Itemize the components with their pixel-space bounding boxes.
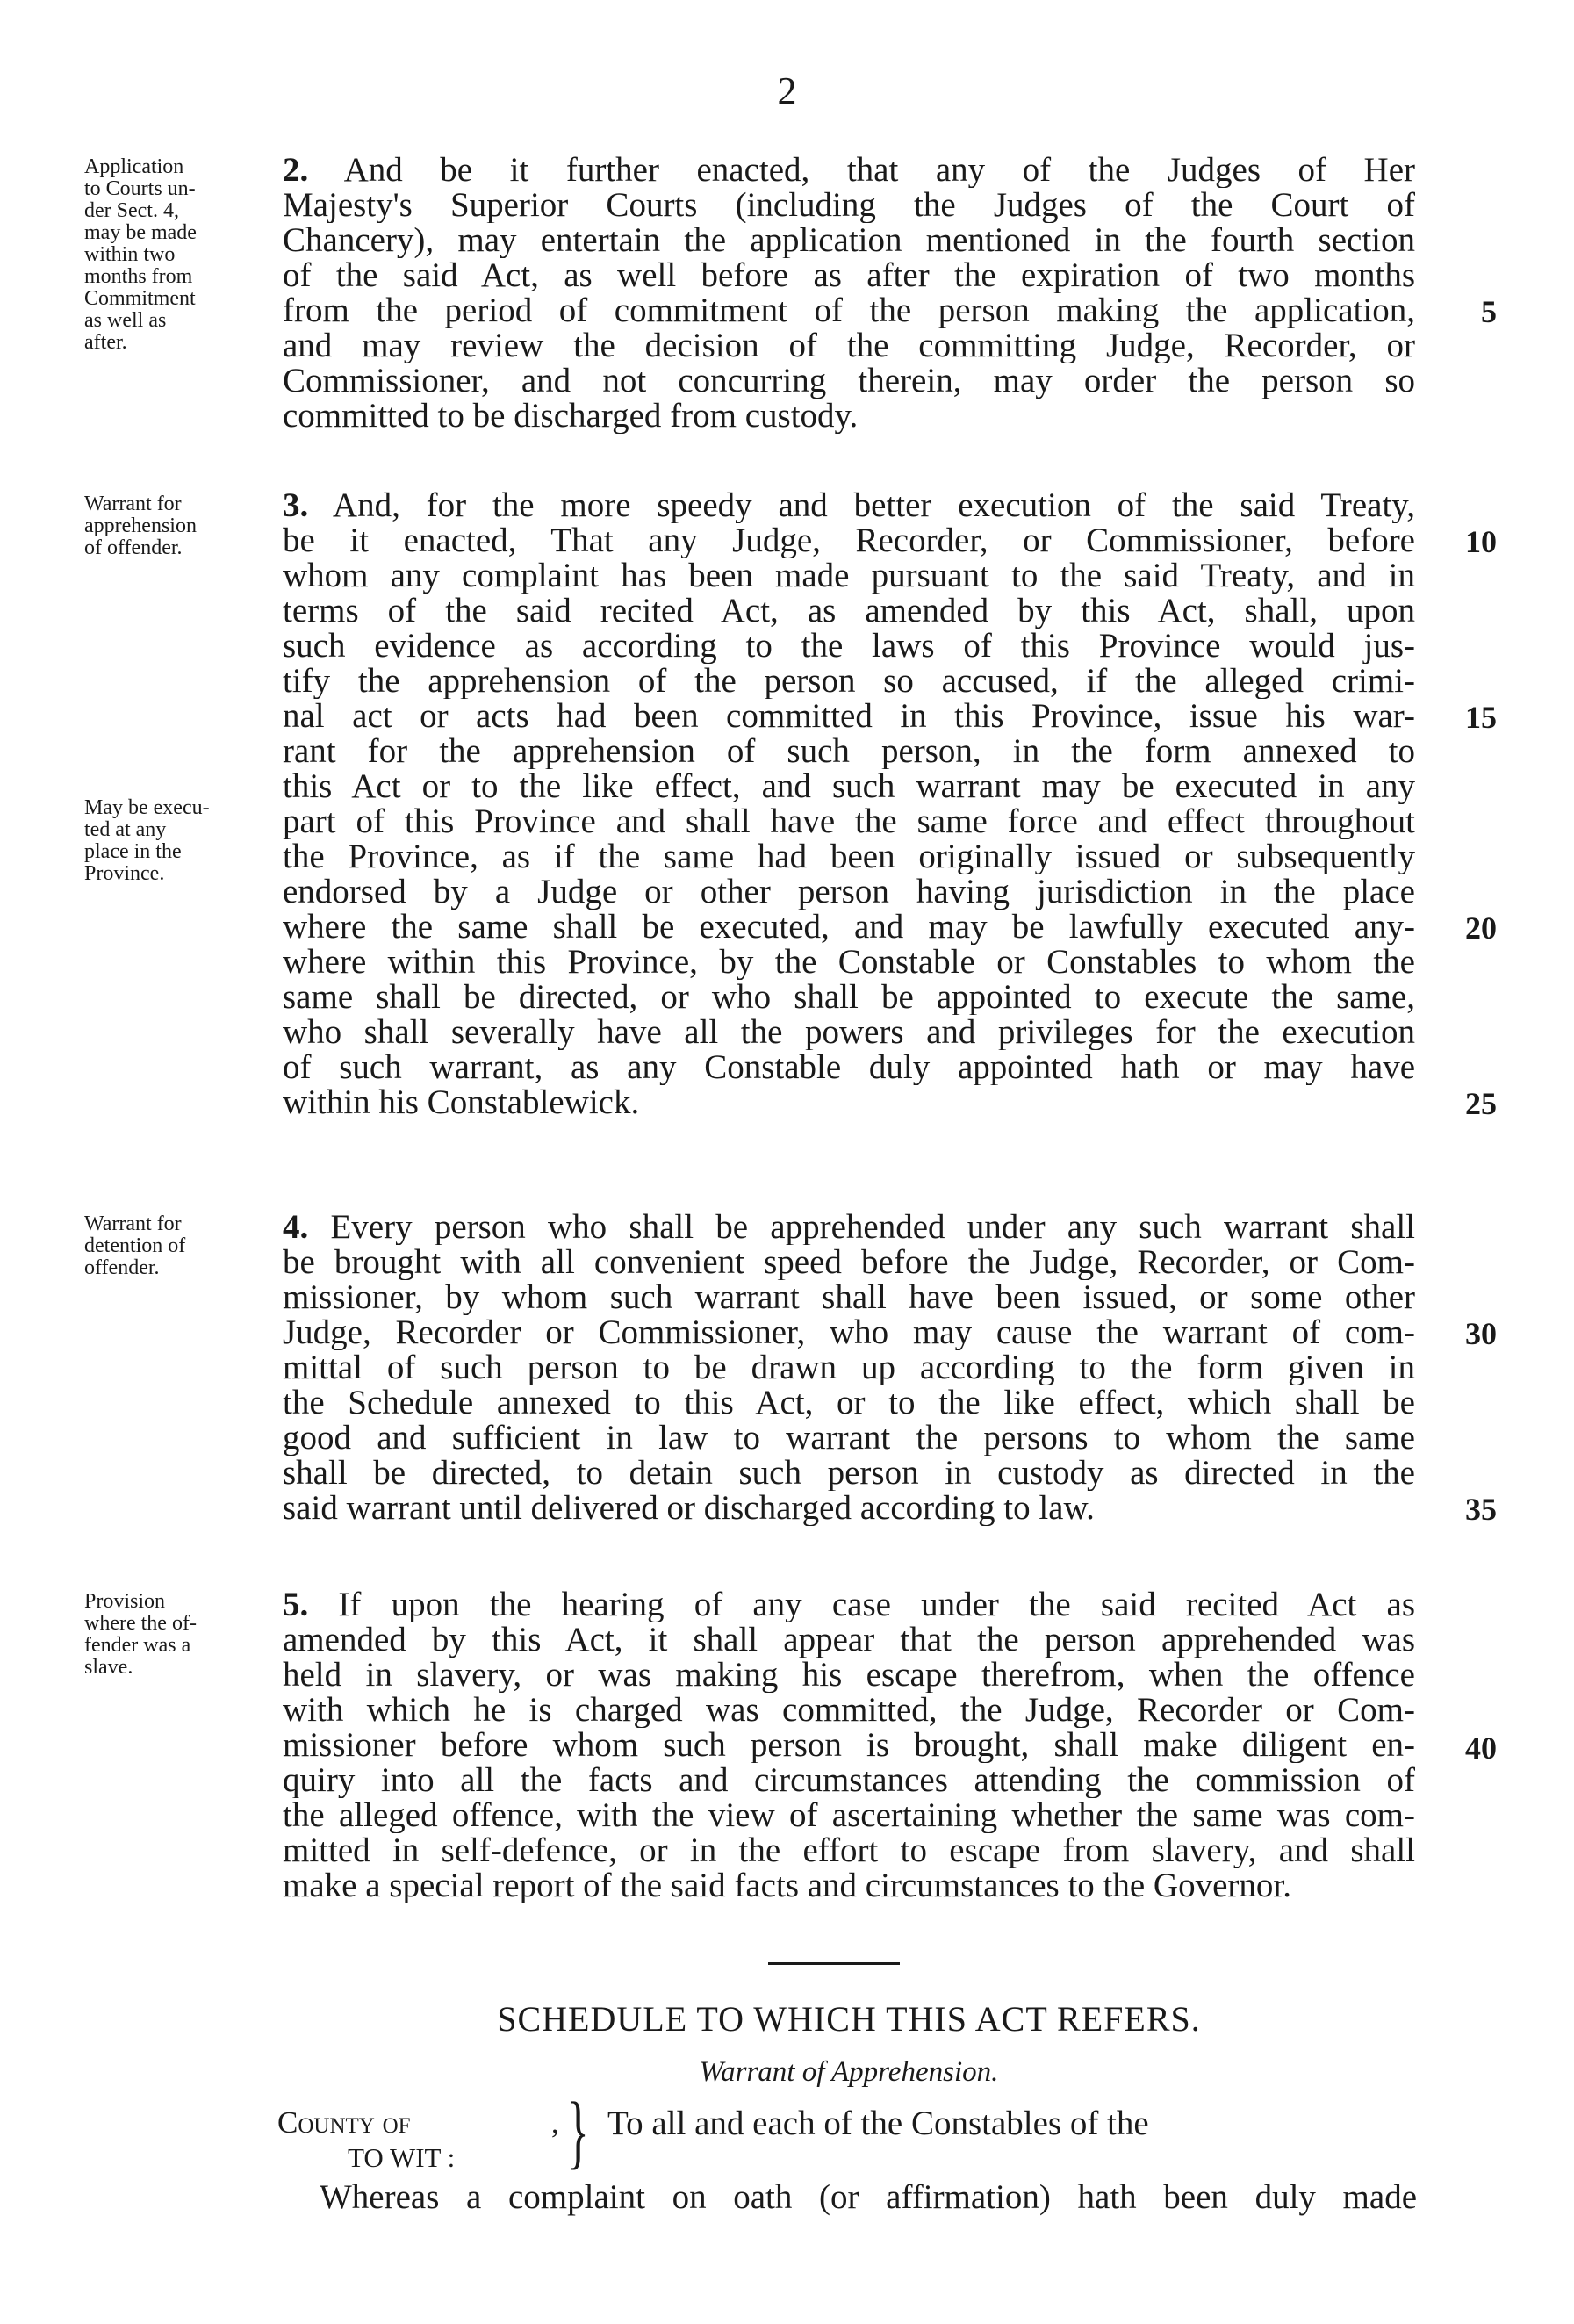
page-number: 2 [777,69,797,112]
margin-note-section-3: Warrant for apprehension of offender. [84,493,197,559]
line-number: 30 [1465,1316,1497,1351]
curly-brace-glyph: } [567,2086,589,2177]
text-line: part of this Province and shall have the same force and effect throughout [283,804,1415,839]
text-line: nal act or acts had been committed in this Province, issue his war- [283,699,1415,734]
text-line: such evidence as according to the laws of this Province would jus- [283,629,1415,664]
text-line: where the same shall be executed, and may be lawfully executed any- [283,910,1415,945]
line-number: 35 [1465,1492,1497,1527]
text-line: the Schedule annexed to this Act, or to the like effect, which shall be [283,1385,1415,1421]
text-line: missioner, by whom such warrant shall have been issued, or some other [283,1280,1415,1315]
text-line: Commissioner, and not concurring therein, may order the person so [283,363,1415,399]
text-line: Chancery), may entertain the application mentioned in the fourth section [283,223,1415,258]
text-line: be brought with all convenient speed before the Judge, Recorder, or Com- [283,1245,1415,1280]
text-line: said warrant until delivered or discharged according to law. [283,1491,1095,1526]
text-line: this Act or to the like effect, and such warrant may be executed in any [283,769,1415,804]
whereas-text-line: Whereas a complaint on oath (or affirmation) hath been duly made [320,2178,1417,2216]
text-line: the Province, as if the same had been originally issued or subsequently [283,839,1415,874]
to-wit-label: TO WIT : [348,2142,456,2173]
line-number: 20 [1465,910,1497,946]
text-line: make a special report of the said facts and circumstances to the Governor. [283,1868,1291,1903]
county-comma: , [551,2105,559,2140]
text-line: tify the apprehension of the person so accused, if the alleged crimi- [283,664,1415,699]
text-line: 3. And, for the more speedy and better execution of the said Treaty, [283,488,1415,523]
text-line: mitted in self-defence, or in the effort to escape from slavery, and shall [283,1833,1415,1868]
text-line: held in slavery, or was making his escape therefrom, when the offence [283,1658,1415,1693]
margin-note-section-5: Provision where the of- fender was a slave. [84,1590,197,1679]
margin-note-section-2: Application to Courts un- der Sect. 4, may be made within two months from Commitment as well as after. [84,155,197,354]
line-number: 15 [1465,700,1497,735]
text-line: of such warrant, as any Constable duly appointed hath or may have [283,1050,1415,1085]
text-line: Judge, Recorder or Commissioner, who may cause the warrant of com- [283,1315,1415,1350]
county-label: County of [277,2105,411,2140]
text-line: same shall be directed, or who shall be appointed to execute the same, [283,980,1415,1015]
text-line: 5. If upon the hearing of any case under the said recited Act as [283,1587,1415,1622]
warrant-heading: Warrant of Apprehension. [699,2056,999,2088]
line-number: 40 [1465,1730,1497,1766]
margin-note-may-be-executed: May be execu- ted at any place in the Province. [84,796,210,885]
text-line: missioner before whom such person is brought, shall make diligent en- [283,1728,1415,1763]
line-number: 10 [1465,524,1497,559]
section-number: 5. [283,1587,309,1622]
section-number: 3. [283,488,309,523]
text-line: be it enacted, That any Judge, Recorder, or Commissioner, before [283,523,1415,558]
section-3-body [283,488,1415,1120]
text-line: endorsed by a Judge or other person having jurisdiction in the place [283,874,1415,910]
section-number: 4. [283,1210,309,1245]
text-line: quiry into all the facts and circumstances attending the commission of [283,1763,1415,1798]
text-line: where within this Province, by the Constable or Constables to whom the [283,945,1415,980]
text-line: terms of the said recited Act, as amended by this Act, shall, upon [283,594,1415,629]
text-line: Majesty's Superior Courts (including the Judges of the Court of [283,188,1415,223]
text-line: who shall severally have all the powers and privileges for the execution [283,1015,1415,1050]
text-line: committed to be discharged from custody. [283,399,859,434]
text-line: rant for the apprehension of such person, in the form annexed to [283,734,1415,769]
text-line: and may review the decision of the committing Judge, Recorder, or [283,328,1415,363]
text-line: shall be directed, to detain such person in custody as directed in the [283,1456,1415,1491]
text-line: of the said Act, as well before as after the expiration of two months [283,258,1415,293]
text-line: good and sufficient in law to warrant the persons to whom the same [283,1421,1415,1456]
section-divider-rule [768,1962,900,1965]
section-number: 2. [283,153,309,188]
text-line: mittal of such person to be drawn up according to the form given in [283,1350,1415,1385]
text-line: with which he is charged was committed, the Judge, Recorder or Com- [283,1693,1415,1728]
section-2-body [283,153,1415,434]
line-number: 25 [1465,1086,1497,1121]
section-5-body [283,1587,1415,1903]
margin-note-section-4: Warrant for detention of offender. [84,1212,186,1279]
text-line: within his Constablewick. [283,1085,640,1120]
county-addressee-text: To all and each of the Constables of the [607,2105,1149,2142]
text-line: 2. And be it further enacted, that any of the Judges of Her [283,153,1415,188]
text-line: whom any complaint has been made pursuant to the said Treaty, and in [283,558,1415,594]
schedule-title: SCHEDULE TO WHICH THIS ACT REFERS. [497,1999,1201,2039]
text-line: from the period of commitment of the person making the application, [283,293,1415,328]
text-line: the alleged offence, with the view of ascertaining whether the same was com- [283,1798,1415,1833]
text-line: 4. Every person who shall be apprehended under any such warrant shall [283,1210,1415,1245]
text-line: amended by this Act, it shall appear that the person apprehended was [283,1622,1415,1658]
section-4-body [283,1210,1415,1526]
line-number: 5 [1481,294,1497,329]
